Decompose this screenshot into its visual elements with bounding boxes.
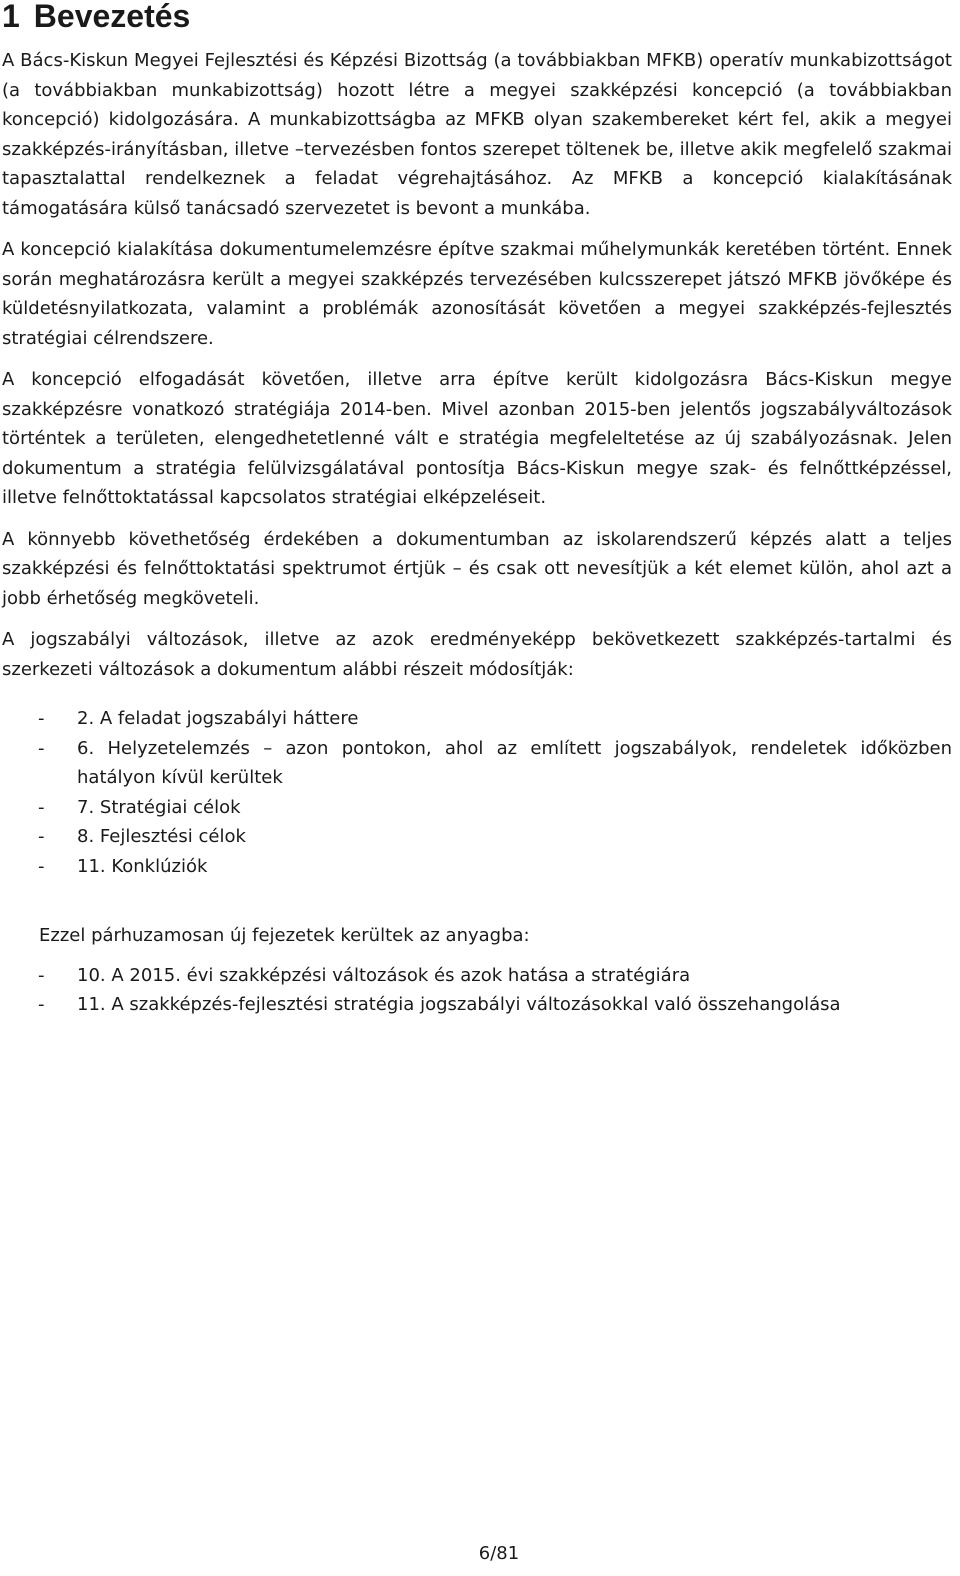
list-bullet: - [38,855,45,877]
section-number: 1 [2,0,20,34]
list-bullet: - [38,994,45,1015]
paragraph-intro: A Bács-Kiskun Megyei Fejlesztési és Képzési Bizottság (a továbbiakban MFKB) operatív munkabizottságot (a továbbiakban munkabizottság) hozott létre a megyei szakképzési koncepció (a továbbiakban koncepció) kidolgozására. A munkabizottságba az MFKB olyan szakembereket kért fel, akik a megyei szakképzés-irányításban, illetve –tervezésben fontos szerepet töltenek be, illetve akik megfelelő szakmai tapasztalattal rendelkeznek a feladat végrehajtásához. Az MFKB a koncepció kialakításának támogatására külső tanácsadó szervezetet is bevont a munkába. [2,50,952,219]
list-item [2,852,952,882]
list-item-text: 8. Fejlesztési célok [77,826,246,847]
list-item-text: 11. Konklúziók [77,855,208,877]
list-bullet: - [38,826,45,847]
list-item-text: 2. A feladat jogszabályi háttere [77,708,359,729]
list-bullet: - [38,964,45,986]
list-item [2,961,952,991]
list-item-text: 11. A szakképzés-fejlesztési stratégia jogszabályi változásokkal való összehangolása [77,994,841,1015]
page-number: 6/81 [478,1543,520,1564]
section-heading [2,0,190,38]
new-chapters-list [2,961,952,1020]
list-bullet: - [38,708,45,729]
paragraph-terminology: A könnyebb követhetőség érdekében a dokumentumban az iskolarendszerű képzés alatt a teljes szakképzési és felnőttoktatási spektrumot értjük – és csak ott nevesítjük a két elemet külön, ahol azt a jobb érhetőség megköveteli. [2,528,952,609]
list-item [2,793,952,823]
list-item [2,734,952,793]
list-item-text: 10. A 2015. évi szakképzési változások és azok hatása a stratégiára [77,964,691,986]
list-bullet: - [38,796,45,818]
list-item [2,990,952,1020]
paragraph-process: A koncepció kialakítása dokumentumelemzésre építve szakmai műhelymunkák keretében történt. Ennek során meghatározásra került a megyei szakképzés tervezésében kulcsszerepet játszó MFKB jövőképe és küldetésnyilatkozata, valamint a problémák azonosítását követően a megyei szakképzés-fejlesztés stratégiai célrendszere. [2,239,952,349]
list-item [2,822,952,852]
list-bullet: - [38,737,45,759]
list-item-text: 7. Stratégiai célok [77,796,241,818]
document-body [2,46,952,1032]
paragraph-changes: A jogszabályi változások, illetve az azok eredményeképp bekövetkezett szakképzés-tartalmi és szerkezeti változások a dokumentum alábbi részeit módosítják: [2,629,952,680]
modified-sections-list [2,704,952,881]
list-item [2,704,952,734]
paragraph-strategy: A koncepció elfogadását követően, illetve arra építve került kidolgozásra Bács-Kiskun megye szakképzésre vonatkozó stratégiája 2014-ben. Mivel azonban 2015-ben jelentős jogszabályváltozások történtek a területen, elengedhetetlenné vált e stratégia megfeleltetése az új szabályozásnak. Jelen dokumentum a stratégia felülvizsgálatával pontosítja Bács-Kiskun megye szak- és felnőttképzéssel, illetve felnőttoktatással kapcsolatos stratégiai elképzeléseit. [2,369,952,508]
section-title: Bevezetés [33,0,191,34]
list-item-text: 6. Helyzetelemzés – azon pontokon, ahol az említett jogszabályok, rendeletek időközben hatályon kívül kerültek [77,737,952,788]
new-chapters-intro: Ezzel párhuzamosan új fejezetek kerültek az anyagba: [39,925,530,946]
